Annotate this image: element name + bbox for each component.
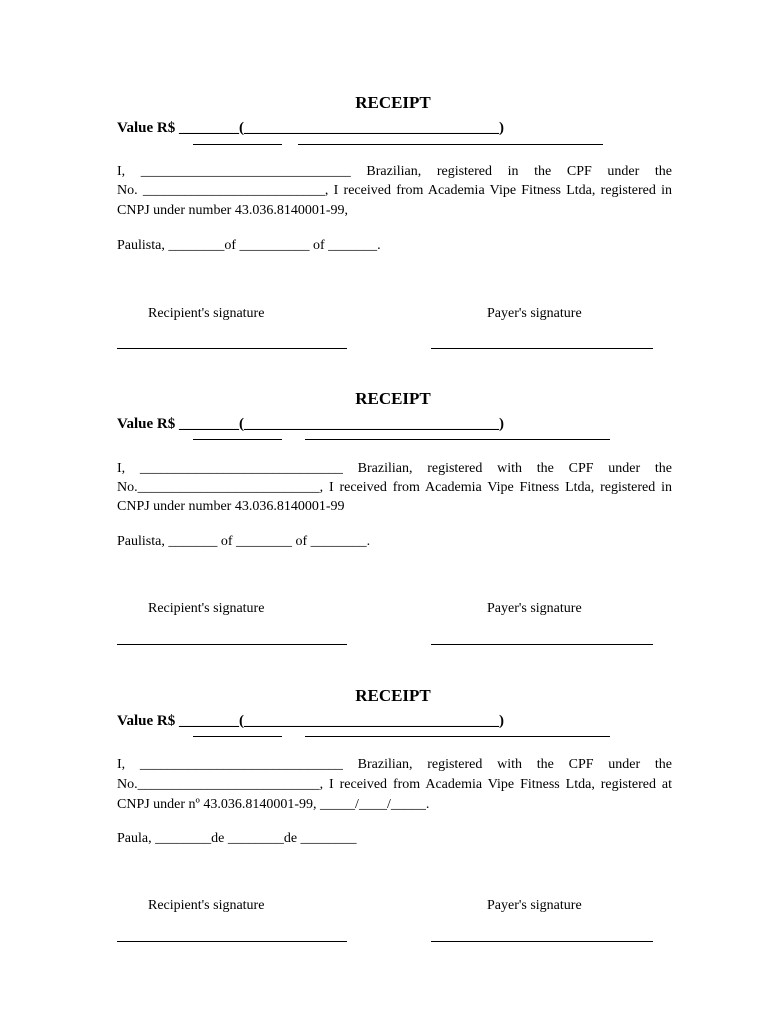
value-underline [193,144,282,145]
payer-signature-label: Payer's signature [487,898,582,913]
value-words-underline [305,439,610,440]
date-line: Paulista, ________of __________ of _______. [117,238,381,253]
value-words-underline [305,736,610,737]
declaration-line: CNPJ under number 43.036.8140001-99 [117,499,345,514]
declaration-line: CNPJ under number 43.036.8140001-99, [117,203,348,218]
declaration-line: I, _____________________________ Brazilian, registered with the CPF under the [117,757,672,772]
payer-signature-label: Payer's signature [487,306,582,321]
payer-signature-label: Payer's signature [487,601,582,616]
value-line: Value R$ ________(__________________________________) [117,120,504,136]
date-line: Paulista, _______ of ________ of ________. [117,534,371,549]
value-line: Value R$ ________(__________________________________) [117,416,504,432]
declaration-line: No. __________________________, I received from Academia Vipe Fitness Ltda, registered in [117,183,672,198]
declaration-line: CNPJ under nº 43.036.8140001-99, _____/____/_____. [117,797,430,812]
payer-signature-line [431,941,653,942]
value-underline [193,736,282,737]
receipt-title: RECEIPT [355,686,431,705]
recipient-signature-line [117,348,347,349]
date-line: Paula, ________de ________de ________ [117,831,357,846]
value-underline [193,439,282,440]
recipient-signature-label: Recipient's signature [148,601,265,616]
declaration-line: I, _____________________________ Brazilian, registered with the CPF under the [117,461,672,476]
declaration-line: I, ______________________________ Brazilian, registered in the CPF under the [117,164,672,179]
payer-signature-line [431,644,653,645]
value-line: Value R$ ________(__________________________________) [117,713,504,729]
value-words-underline [298,144,603,145]
recipient-signature-line [117,941,347,942]
recipient-signature-line [117,644,347,645]
recipient-signature-label: Recipient's signature [148,306,265,321]
declaration-line: No.__________________________, I received from Academia Vipe Fitness Ltda, registered in [117,480,672,495]
payer-signature-line [431,348,653,349]
declaration-line: No.__________________________, I received from Academia Vipe Fitness Ltda, registered at [117,777,672,792]
receipt-title: RECEIPT [355,389,431,408]
receipt-title: RECEIPT [355,93,431,112]
recipient-signature-label: Recipient's signature [148,898,265,913]
